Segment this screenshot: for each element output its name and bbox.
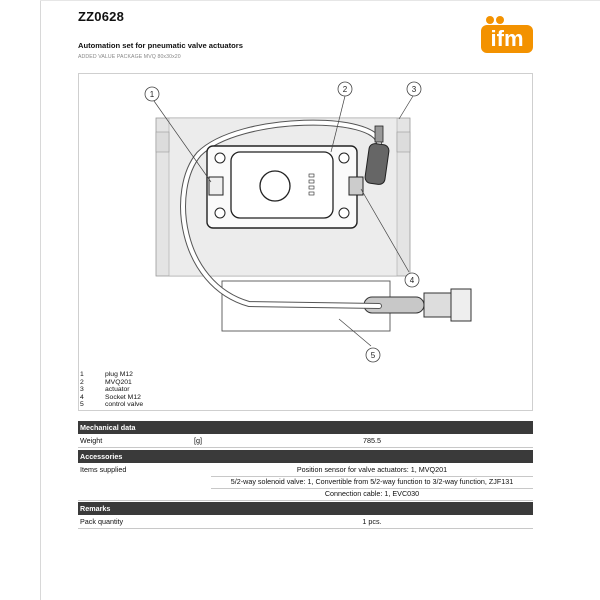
legend-item: 3 actuator <box>80 386 130 394</box>
weight-label: Weight <box>80 436 103 445</box>
actuator-flange-left <box>156 132 169 152</box>
connector-stem <box>375 126 383 142</box>
legend-item: 4 Socket M12 <box>80 393 141 401</box>
callout-3: 3 <box>411 85 417 94</box>
product-subtitle: ADDED VALUE PACKAGE MVQ 80x30x20 <box>78 54 181 60</box>
weight-unit: [g] <box>194 436 202 445</box>
row-divider <box>78 500 533 501</box>
page-left-edge <box>40 0 41 600</box>
logo-text: ifm <box>490 26 524 51</box>
sensor-target <box>260 171 290 201</box>
weight-value: 785.5 <box>363 436 381 445</box>
accessory-item: Connection cable: 1, EVC030 <box>324 489 420 498</box>
valve-plug <box>424 293 451 317</box>
callout-2: 2 <box>342 85 348 94</box>
pack-quantity-value: 1 pcs. <box>362 517 382 526</box>
plug-m12 <box>209 177 223 195</box>
legend-item: 1 plug M12 <box>80 371 133 378</box>
mechanical-data-heading: Mechanical data <box>78 421 533 434</box>
row-divider <box>78 447 533 448</box>
callout-4: 4 <box>409 276 415 285</box>
ifm-logo <box>481 15 533 53</box>
accessory-item: 5/2-way solenoid valve: 1, Convertible from 5/2-way function to 3/2-way function, ZJF131 <box>230 477 514 486</box>
row-divider <box>78 528 533 529</box>
page-top-edge <box>40 0 600 1</box>
valve-plug-end <box>451 289 471 321</box>
product-title: Automation set for pneumatic valve actuators <box>78 41 243 50</box>
product-code: ZZ0628 <box>78 9 125 24</box>
callout-1: 1 <box>149 90 155 99</box>
drawing-legend <box>80 371 143 409</box>
items-supplied-label: Items supplied <box>80 465 127 474</box>
accessories-heading: Accessories <box>78 450 533 463</box>
accessory-item: Position sensor for valve actuators: 1, MVQ201 <box>296 465 448 474</box>
socket-m12 <box>349 177 363 195</box>
legend-item: 2 MVQ201 <box>80 378 132 386</box>
remarks-heading: Remarks <box>78 502 533 515</box>
pack-quantity-label: Pack quantity <box>80 517 124 526</box>
legend-item: 5 control valve <box>80 401 144 409</box>
actuator-flange-right <box>397 132 410 152</box>
technical-drawing <box>78 73 533 411</box>
callout-5: 5 <box>370 351 376 360</box>
drawing-svg <box>79 74 534 412</box>
